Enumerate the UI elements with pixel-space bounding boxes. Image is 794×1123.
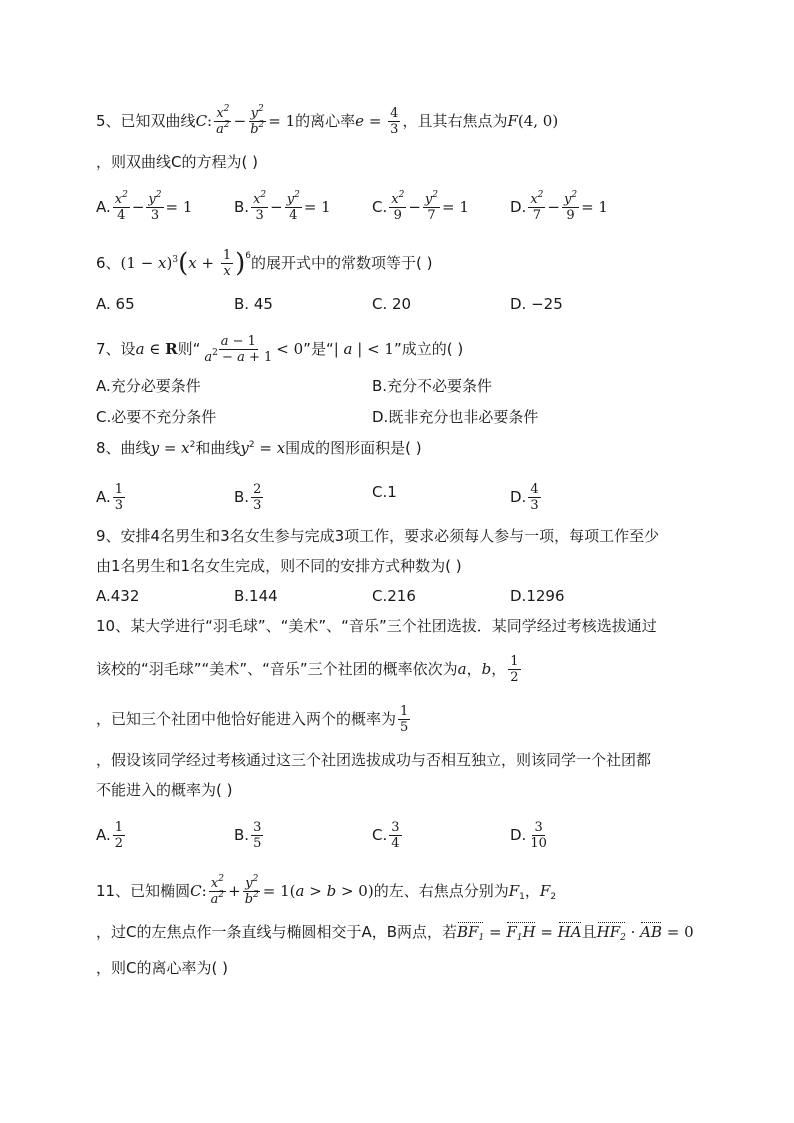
option-9d[interactable]: D.1296 xyxy=(510,587,565,605)
option-9b[interactable]: B.144 xyxy=(234,587,278,605)
option-8d[interactable]: D. $\frac{4}{3}$ xyxy=(510,482,539,513)
option-8c[interactable]: C.1 xyxy=(372,483,397,501)
option-6d[interactable]: D. −25 xyxy=(510,295,563,313)
option-7c[interactable]: C.必要不充分条件 xyxy=(96,408,217,426)
option-7a[interactable]: A.充分必要条件 xyxy=(96,377,201,395)
option-7d[interactable]: D.既非充分也非必要条件 xyxy=(372,408,539,426)
option-9a[interactable]: A.432 xyxy=(96,587,140,605)
question-9-line2: 由1名男生和1名女生完成，则不同的安排方式种数为( ) xyxy=(96,557,462,575)
option-5a[interactable]: A. $\frac{x^2}{4}$ − $\frac{y^2}{3}$ = 1 xyxy=(96,190,193,223)
option-9c[interactable]: C.216 xyxy=(372,587,416,605)
option-6a[interactable]: A. 65 xyxy=(96,295,135,313)
question-10-line4: ，假设该同学经过考核通过这三个社团选拔成功与否相互独立，则该同学一个社团都 xyxy=(96,751,652,769)
question-5-line2: ，则双曲线C的方程为( ) xyxy=(96,153,258,171)
option-7b[interactable]: B.充分不必要条件 xyxy=(372,377,493,395)
option-6b[interactable]: B. 45 xyxy=(234,295,273,313)
question-8: 8、曲线$y = x^2$和曲线$y^2 = x$围成的图形面积是( ) xyxy=(96,439,422,457)
option-6c[interactable]: C. 20 xyxy=(372,295,412,313)
option-5b[interactable]: B. $\frac{x^2}{3}$ − $\frac{y^2}{4}$ = 1 xyxy=(234,190,331,223)
question-10-line1: 10、某大学进行“羽毛球”、“美术”、“音乐”三个社团选拔．某同学经过考核选拔通过 xyxy=(96,617,657,635)
question-11-line2: ，过C的左焦点作一条直线与椭圆相交于A，B两点，若$BF_1 = F_1H$ = HA且$HF_2$ · AB = 0 xyxy=(96,923,694,943)
question-10-line5: 不能进入的概率为( ) xyxy=(96,781,233,799)
option-8a[interactable]: A. $\frac{1}{3}$ xyxy=(96,482,124,513)
question-6: 6、$(1 - x)^3(x$ + $\frac{1}{x}$ )$^6$的展开式中的常数项等于( ) xyxy=(96,248,433,279)
option-5c[interactable]: C. $\frac{x^2}{9}$ − $\frac{y^2}{7}$ = 1 xyxy=(372,190,469,223)
question-7: 7、设a ∈ R则“ $\frac{a - 1}{a^2 - a + 1}$ < 0”是“| a | < 1”成立的( ) xyxy=(96,334,464,365)
option-8b[interactable]: B. $\frac{2}{3}$ xyxy=(234,482,262,513)
question-10-line3: ，已知三个社团中他恰好能进入两个的概率为 $\frac{1}{5}$ xyxy=(96,704,409,735)
question-10-line2: 该校的“羽毛球”“美术”、“音乐”三个社团的概率依次为a，b， $\frac{1}{2}$ xyxy=(96,654,519,685)
question-11: 11、已知椭圆C: $\frac{x^2}{a^2}$ + $\frac{y^2}{b^2}$ = 1(a > b > 0)的左、右焦点分别为$F_1$，$F_2$ xyxy=(96,874,557,907)
question-9-line1: 9、安排4名男生和3名女生参与完成3项工作，要求必须每人参与一项，每项工作至少 xyxy=(96,527,660,545)
option-10a[interactable]: A. $\frac{1}{2}$ xyxy=(96,820,124,851)
option-10d[interactable]: D. $\frac{3}{10}$ xyxy=(510,820,547,851)
question-5: 5、已知双曲线C: $\frac{x^2}{a^2}$ − $\frac{y^2}{b^2}$ = 1的离心率e = $\frac{4}{3}$ ，且其右焦点为F(4, 0) xyxy=(96,104,559,137)
option-10c[interactable]: C. $\frac{3}{4}$ xyxy=(372,820,400,851)
question-11-line3: ，则C的离心率为( ) xyxy=(96,959,228,977)
option-5d[interactable]: D. $\frac{x^2}{7}$ − $\frac{y^2}{9}$ = 1 xyxy=(510,190,608,223)
option-10b[interactable]: B. $\frac{3}{5}$ xyxy=(234,820,262,851)
